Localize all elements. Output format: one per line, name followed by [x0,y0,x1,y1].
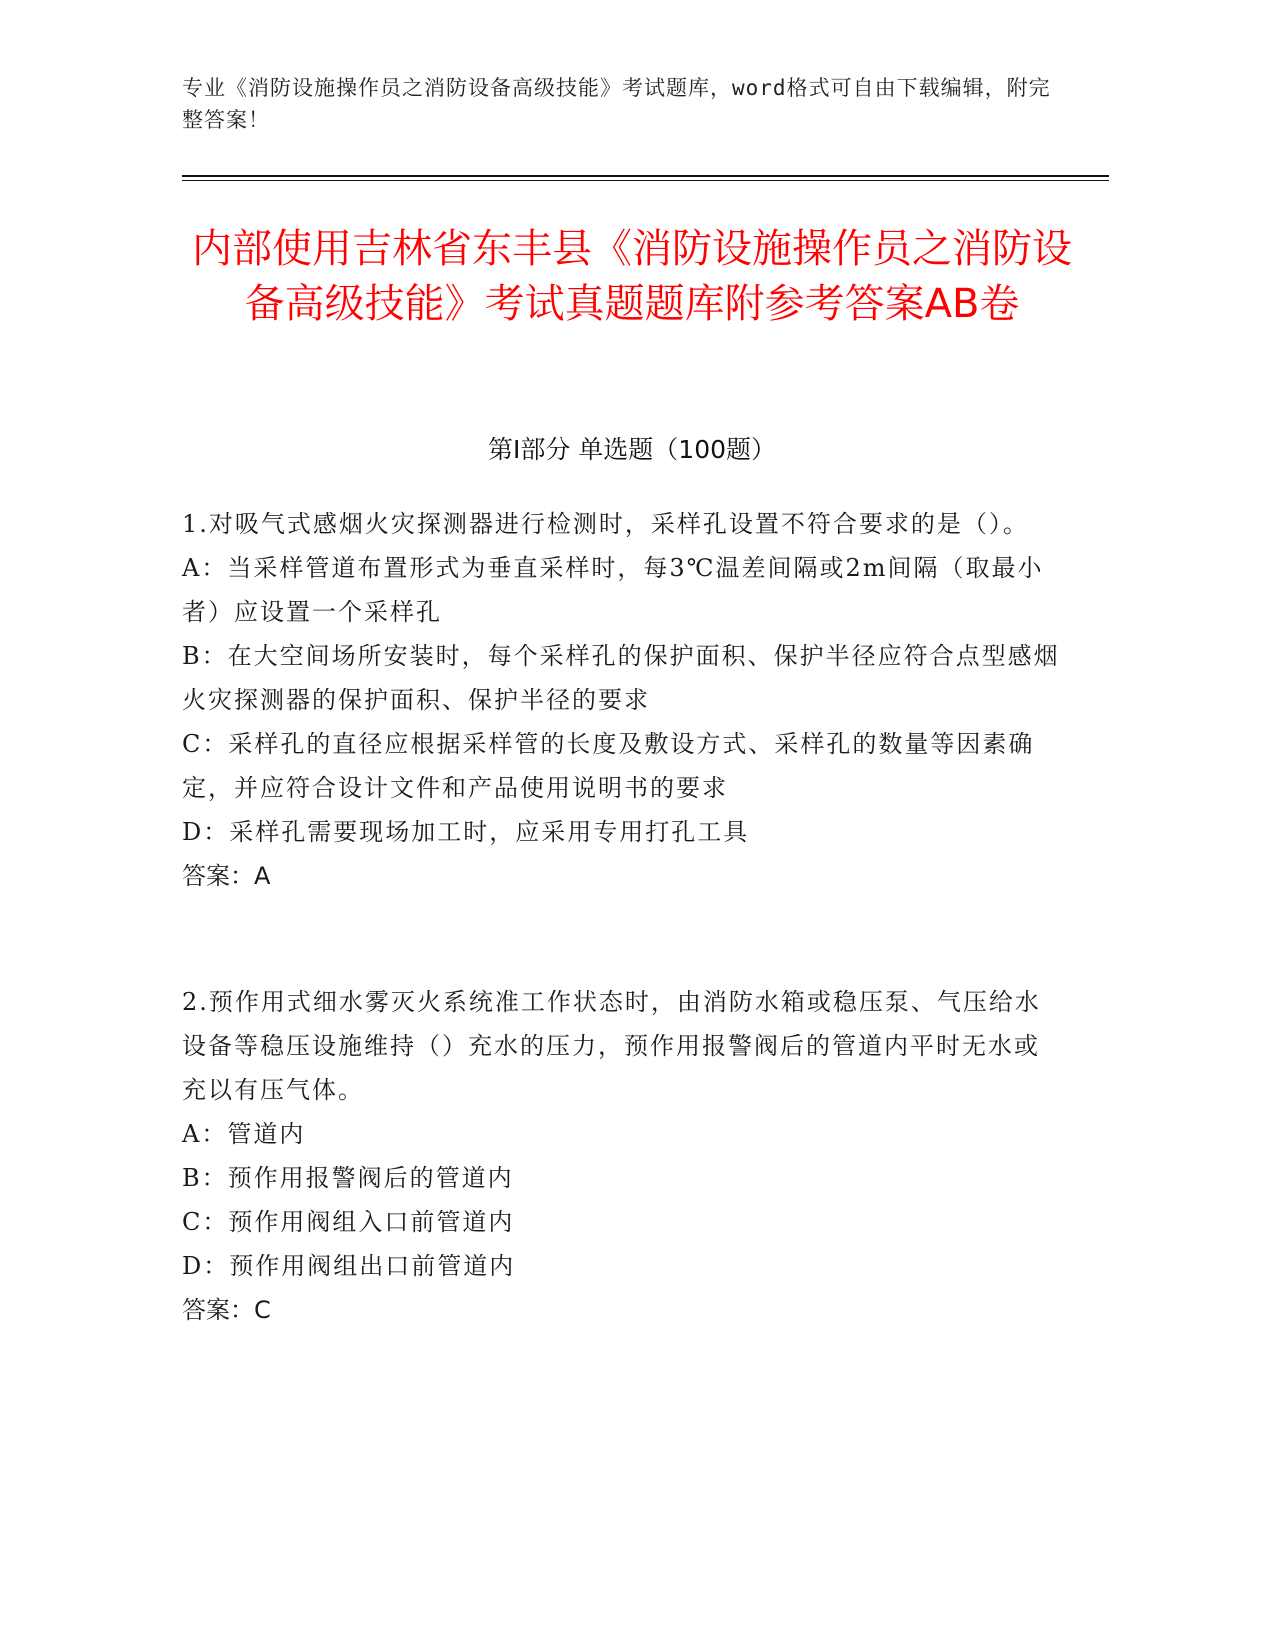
header-rule-thick [182,175,1109,177]
option-a: A：当采样管道布置形式为垂直采样时，每3℃温差间隔或2m间隔（取最小者）应设置一个采样孔 [182,554,1044,626]
option-d: D：采样孔需要现场加工时，应采用专用打孔工具 [182,818,750,846]
question-1 [182,502,1062,898]
header-note: 专业《消防设施操作员之消防设备高级技能》考试题库，word格式可自由下载编辑，附完整答案！ [182,76,1051,132]
document-title: 内部使用吉林省东丰县《消防设施操作员之消防设备高级技能》考试真题题库附参考答案AB卷 [192,226,1072,327]
option-b: B：在大空间场所安装时，每个采样孔的保护面积、保护半径应符合点型感烟火灾探测器的保护面积、保护半径的要求 [182,642,1060,714]
option-d: D：预作用阀组出口前管道内 [182,1252,516,1280]
option-b: B：预作用报警阀后的管道内 [182,1164,514,1192]
question-stem: 1.对吸气式感烟火灾探测器进行检测时，采样孔设置不符合要求的是（）。 [182,510,1029,538]
header-rule-thin [182,180,1109,181]
option-a: A：管道内 [182,1120,306,1148]
section-title: 第I部分 单选题（100题） [487,435,777,464]
question-stem: 2.预作用式细水雾灭火系统准工作状态时，由消防水箱或稳压泵、气压给水设备等稳压设施维持（）充水的压力，预作用报警阀后的管道内平时无水或充以有压气体。 [182,988,1041,1104]
option-c: C：预作用阀组入口前管道内 [182,1208,515,1236]
question-2 [182,980,1062,1332]
answer: 答案：C [182,1296,271,1324]
option-c: C：采样孔的直径应根据采样管的长度及敷设方式、采样孔的数量等因素确定，并应符合设计文件和产品使用说明书的要求 [182,730,1035,802]
answer: 答案：A [182,862,271,890]
